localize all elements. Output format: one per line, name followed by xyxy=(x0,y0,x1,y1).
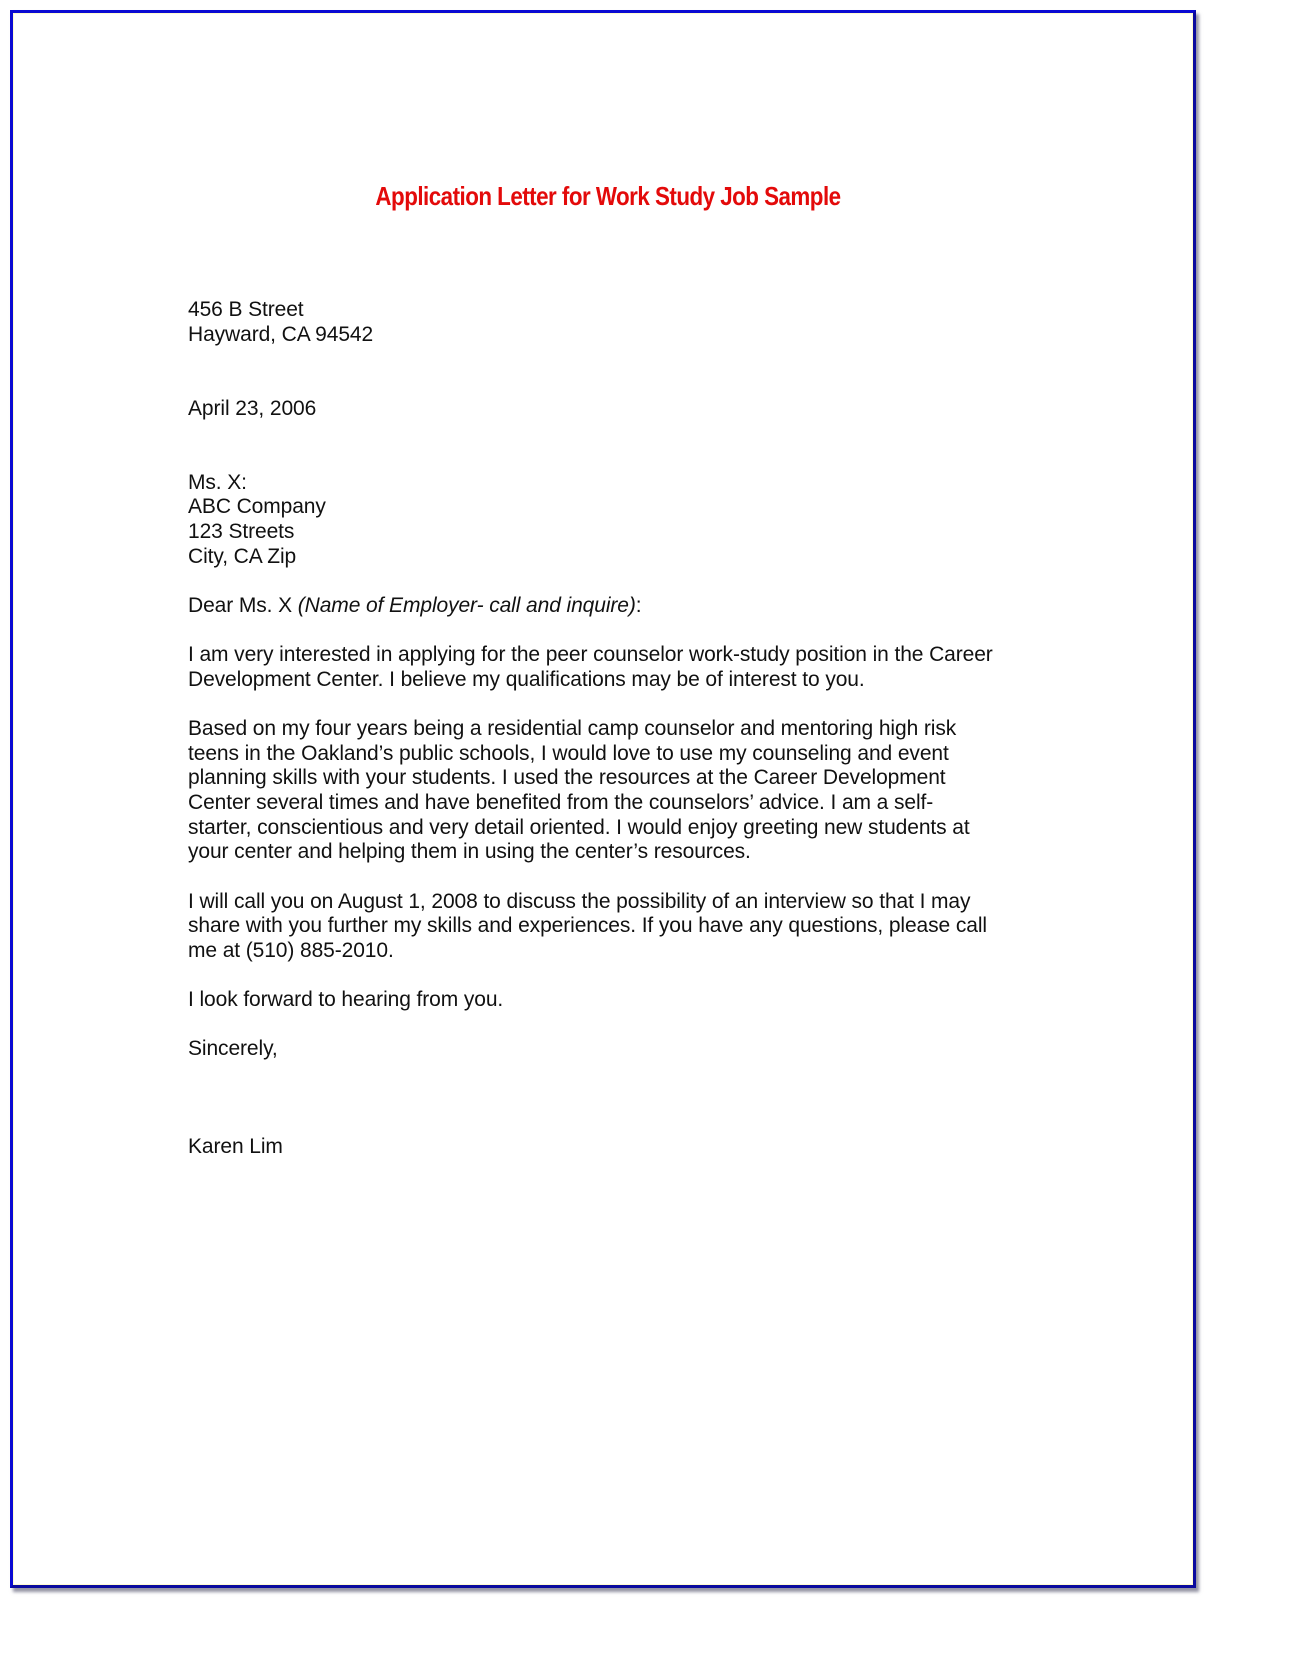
salutation-note: (Name of Employer- call and inquire) xyxy=(297,594,636,617)
paragraph-2-line-6: your center and helping them in using the center’s resources. xyxy=(188,840,751,863)
letter-date: April 23, 2006 xyxy=(188,397,317,420)
recipient-company: ABC Company xyxy=(188,495,326,518)
document-title: Application Letter for Work Study Job Sample xyxy=(375,181,841,211)
sender-address-line2: Hayward, CA 94542 xyxy=(188,323,374,346)
paragraph-2-line-1: Based on my four years being a residential camp counselor and mentoring high risk xyxy=(188,717,957,740)
sender-address-line1: 456 B Street xyxy=(188,298,304,321)
paragraph-2-line-3: planning skills with your students. I used the resources at the Career Development xyxy=(188,766,946,789)
paragraph-3-line-1: I will call you on August 1, 2008 to discuss the possibility of an interview so that I may xyxy=(188,890,971,913)
recipient-street: 123 Streets xyxy=(188,520,295,543)
paragraph-1-line-1: I am very interested in applying for the peer counselor work-study position in the Career xyxy=(188,643,993,666)
salutation-text: Dear Ms. X xyxy=(188,594,298,617)
paragraph-2-line-5: starter, conscientious and very detail oriented. I would enjoy greeting new students at xyxy=(188,816,970,839)
closing: Sincerely, xyxy=(188,1037,278,1060)
paragraph-1-line-2: Development Center. I believe my qualifications may be of interest to you. xyxy=(188,668,865,691)
paragraph-2-line-2: teens in the Oakland’s public schools, I would love to use my counseling and event xyxy=(188,742,949,765)
paragraph-2-line-4: Center several times and have benefited from the counselors’ advice. I am a self- xyxy=(188,791,934,814)
salutation xyxy=(188,594,642,618)
recipient-name: Ms. X: xyxy=(188,471,247,494)
paragraph-3-line-2: share with you further my skills and experiences. If you have any questions, please call xyxy=(188,914,987,937)
salutation-punct: : xyxy=(635,594,642,617)
paragraph-3-line-3: me at (510) 885-2010. xyxy=(188,939,394,962)
signature: Karen Lim xyxy=(188,1135,283,1158)
paragraph-4-line-1: I look forward to hearing from you. xyxy=(188,988,504,1011)
recipient-city: City, CA Zip xyxy=(188,545,297,568)
